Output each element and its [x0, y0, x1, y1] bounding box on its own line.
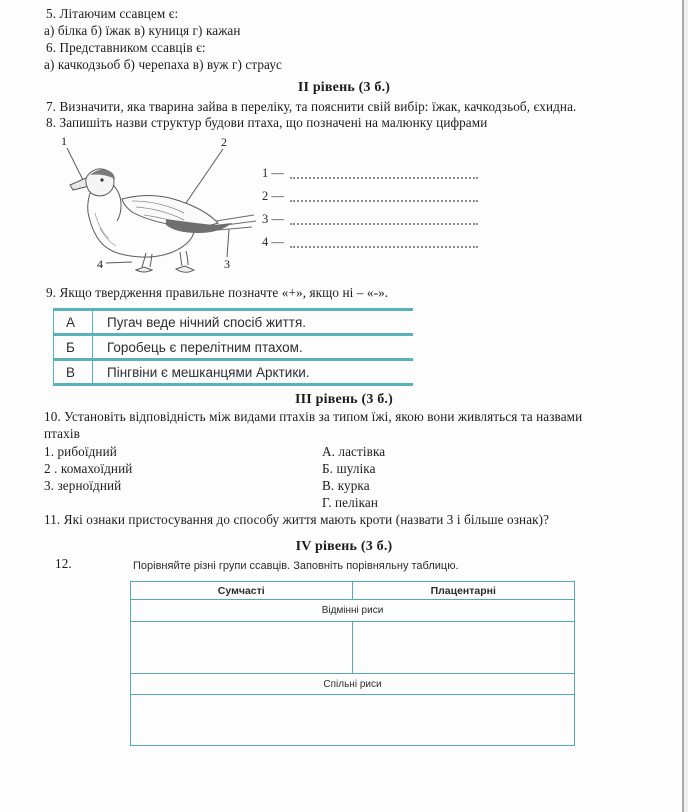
comparison-table-header: [131, 582, 574, 600]
answer-cell-placentals: [353, 622, 575, 673]
bird-leg-right: [180, 251, 188, 266]
bird-neck-back: [113, 185, 121, 221]
row-letter: Б: [53, 336, 93, 358]
answer-line-2-label: 2 —: [262, 189, 284, 203]
row-statement: Пінгвіни є мешканцями Арктики.: [107, 364, 310, 380]
level-2-heading: II рівень (3 б.): [297, 80, 391, 95]
question-5-options: а) білка б) їжак в) куниця г) кажан: [44, 23, 241, 38]
figure-label-3: 3: [224, 257, 230, 271]
row-statement: Пугач веде нічний спосіб життя.: [107, 314, 307, 330]
answer-line-1-blank: [290, 166, 478, 179]
answer-line-4: [262, 235, 478, 249]
row-letter: В: [53, 361, 93, 383]
different-traits-answer-cells: [131, 622, 574, 674]
answer-line-1: [262, 166, 478, 180]
column-header-placentals: Плацентарні: [430, 584, 496, 597]
bird-eye: [100, 178, 103, 181]
match-left-item: 2 . комахоїдний: [44, 461, 133, 476]
level-4-heading: IV рівень (3 б.): [295, 539, 393, 554]
common-traits-row: Спільні риси: [131, 674, 574, 695]
bird-foot-left: [136, 267, 152, 272]
leader-line-1: [67, 148, 83, 180]
match-left-item: 1. рибоїдний: [44, 444, 117, 459]
true-false-table: [53, 308, 413, 386]
question-8-text: 8. Запишіть назви структур будови птаха, що позначені на малюнку цифрами: [46, 115, 488, 130]
question-5-text: 5. Літаючим ссавцем є:: [46, 6, 179, 21]
row-letter: А: [53, 311, 93, 333]
answer-line-2: [262, 189, 478, 203]
figure-label-2: 2: [221, 135, 227, 149]
common-traits-answer-cell: [131, 695, 574, 745]
level-3-heading: III рівень (3 б.): [295, 392, 393, 407]
answer-line-3: [262, 212, 478, 226]
question-10-text-line2: птахів: [44, 426, 80, 441]
question-12-number: 12.: [55, 556, 72, 571]
different-traits-row: Відмінні риси: [131, 600, 574, 622]
question-11-text: 11. Які ознаки пристосування до способу життя мають кроти (назвати 3 і більше ознак)?: [44, 512, 550, 527]
question-12-caption: Порівняйте різні групи ссавців. Заповніть порівняльну таблицю.: [133, 560, 459, 572]
question-6-options: а) качкодзьоб б) черепаха в) вуж г) страус: [44, 57, 282, 72]
answer-line-3-blank: [290, 212, 478, 225]
leader-line-2: [186, 149, 223, 203]
table-row: [53, 361, 413, 386]
leader-line-4: [106, 262, 132, 263]
match-right-item: Г. пелікан: [322, 495, 379, 510]
figure-label-4: 4: [97, 257, 103, 271]
question-6-text: 6. Представником ссавців є:: [46, 40, 206, 55]
match-right-item: А. ластівка: [322, 444, 386, 459]
match-right-item: В. курка: [322, 478, 370, 493]
bird-foot-right: [176, 266, 194, 272]
answer-line-2-blank: [290, 189, 478, 202]
comparison-table: [130, 581, 575, 746]
bird-leg-left: [142, 253, 152, 267]
table-row: [53, 311, 413, 336]
answer-line-1-label: 1 —: [262, 166, 284, 180]
answer-line-3-label: 3 —: [262, 212, 284, 226]
bird-anatomy-figure: [40, 133, 290, 283]
figure-label-1: 1: [61, 134, 67, 148]
answer-cell-marsupials: [131, 622, 353, 673]
answer-line-4-blank: [290, 235, 478, 248]
match-left-item: 3. зерноїдний: [44, 478, 122, 493]
column-header-marsupials: Сумчасті: [131, 582, 353, 599]
question-9-text: 9. Якщо твердження правильне позначте «+», якщо ні – «-».: [46, 285, 389, 300]
table-row: [53, 336, 413, 361]
page-edge-strip: [684, 0, 688, 812]
question-10-text-line1: 10. Установіть відповідність між видами птахів за типом їжі, якою вони живляться та назвами: [44, 409, 583, 424]
answer-line-4-label: 4 —: [262, 235, 284, 249]
leader-line-3: [227, 229, 229, 257]
row-statement: Горобець є перелітним птахом.: [107, 339, 303, 355]
match-right-item: Б. шуліка: [322, 461, 376, 476]
question-7-text: 7. Визначити, яка тварина зайва в переліку, та пояснити свій вибір: їжак, качкодзьоб, єхидна.: [46, 99, 577, 114]
